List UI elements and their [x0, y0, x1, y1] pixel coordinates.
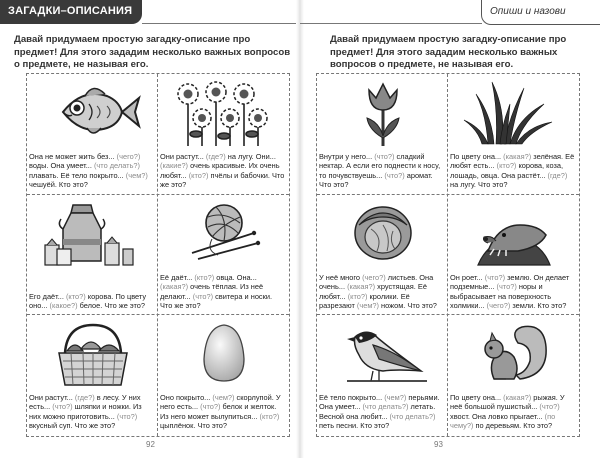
riddle-card — [317, 315, 447, 435]
question-hint: (чего?) — [486, 301, 511, 311]
riddle-fragment: По цвету она... — [450, 151, 504, 161]
question-hint: (кто?) — [259, 411, 280, 421]
question-hint: (что делать?) — [389, 411, 436, 421]
question-hint: (кто?) — [194, 272, 215, 282]
riddle-card — [448, 195, 578, 315]
tulip-icon — [317, 74, 447, 148]
question-hint: (какое?) — [49, 301, 78, 311]
question-hint: (какая?) — [160, 282, 189, 292]
question-hint: (какая?) — [503, 151, 532, 161]
question-hint: (кто?) — [496, 161, 517, 171]
riddle-fragment: шляпки и ножки. Из них можно приготовить... — [29, 402, 142, 421]
riddle-fragment: Её тело покрыто... — [319, 392, 385, 402]
riddle-text — [160, 152, 286, 190]
riddle-fragment: Её даёт... — [160, 272, 195, 282]
question-hint: (где?) — [74, 392, 95, 402]
question-hint: (кто?) — [188, 170, 209, 180]
riddle-fragment: Он роет... — [450, 272, 485, 282]
riddle-fragment: на лугу. Что это? — [450, 180, 508, 190]
riddle-card — [158, 315, 288, 435]
riddle-fragment: кролики. Её разрезают — [319, 291, 410, 311]
riddle-card — [448, 315, 578, 435]
question-hint: (кто?) — [347, 291, 368, 301]
question-hint: (по чему?) — [450, 411, 556, 431]
riddle-text — [450, 273, 576, 311]
question-hint: (что?) — [116, 411, 138, 421]
riddle-fragment: У неё много — [319, 272, 363, 282]
riddle-card — [317, 74, 447, 194]
riddle-fragment: Внутри у него... — [319, 151, 375, 161]
riddle-fragment: сладкий нектар. А если его поднести к носу, то почувствуешь... — [319, 151, 441, 180]
riddle-fragment: зелёная. Её любят есть... — [450, 151, 575, 171]
question-hint: (что?) — [52, 402, 73, 412]
riddle-card — [27, 315, 157, 435]
question-hint: (что делать?) — [93, 161, 140, 171]
question-hint: (что делать?) — [362, 402, 409, 412]
bird-icon — [317, 315, 447, 389]
mushroom-basket-icon — [27, 315, 157, 389]
riddle-fragment: петь песни. Кто это? — [319, 421, 390, 431]
right-page — [300, 0, 600, 458]
riddle-text — [160, 273, 286, 311]
riddle-card — [158, 195, 288, 315]
riddle-fragment: белое. Что же это? — [77, 301, 146, 311]
question-hint: (какие?) — [160, 161, 189, 171]
flowers-icon — [158, 74, 288, 148]
question-hint: (что?) — [496, 282, 517, 292]
riddle-text — [319, 393, 445, 431]
riddle-card — [158, 74, 288, 194]
fish-icon — [27, 74, 157, 148]
question-hint: (чем?) — [384, 392, 407, 402]
riddle-card — [448, 74, 578, 194]
riddle-fragment: в лесу. У них есть... — [29, 392, 141, 412]
left-card-grid — [26, 73, 290, 437]
riddle-fragment: скорлупой. У него есть... — [160, 392, 281, 412]
yarn-ball-icon — [158, 195, 288, 269]
riddle-fragment: воды. Она умеет... — [29, 161, 94, 171]
riddle-fragment: по деревьям. Кто это? — [473, 421, 553, 431]
riddle-fragment: хрустящая. Её любят... — [319, 282, 427, 301]
question-hint: (что?) — [374, 151, 395, 161]
squirrel-icon — [448, 315, 578, 389]
question-hint: (что?) — [484, 272, 506, 282]
right-card-grid — [316, 73, 580, 437]
question-hint: (где?) — [547, 170, 568, 180]
riddle-fragment: корова. По цвету оно... — [29, 291, 147, 311]
question-hint: (что?) — [539, 402, 560, 412]
left-header-tab — [0, 0, 142, 24]
riddle-fragment: на лугу. Они... — [225, 151, 276, 161]
right-header-title: Опиши и назови — [490, 6, 566, 17]
right-header-rule — [300, 23, 482, 24]
right-intro: Давай придумаем простую загадку-описание про предмет! Для этого зададим несколько важных вопросов о предмете, не называя его. — [330, 34, 567, 70]
riddle-fragment: свитера и носки. Что же это? — [160, 291, 273, 311]
riddle-fragment: летать. Весной она любит... — [319, 402, 436, 421]
riddle-fragment: вкусный суп. Что же это? — [29, 421, 116, 431]
page-number: 92 — [146, 440, 155, 449]
question-hint: (где?) — [205, 151, 226, 161]
right-header-tab — [481, 0, 600, 25]
riddle-fragment: очень тёплая. Из неё делают... — [160, 282, 264, 301]
riddle-fragment: рыжая. У неё большой пушистый... — [450, 392, 565, 412]
question-hint: (чем?) — [356, 301, 379, 311]
mole-icon — [448, 195, 578, 269]
riddle-fragment: листьев. Она очень... — [319, 272, 434, 292]
question-hint: (что?) — [200, 402, 221, 412]
riddle-fragment: земли. Кто это? — [510, 301, 567, 311]
riddle-text — [29, 152, 155, 190]
riddle-fragment: цыплёнок. Что это? — [160, 421, 228, 431]
question-hint: (чем?) — [212, 392, 235, 402]
riddle-fragment: ножом. Что это? — [378, 301, 437, 311]
question-hint: (чего?) — [362, 272, 386, 282]
riddle-fragment: Они растут... — [29, 392, 75, 402]
question-hint: (кто?) — [65, 291, 86, 301]
riddle-fragment: хвост. Она ловко прыгает... — [450, 411, 545, 421]
riddle-text — [319, 152, 445, 190]
riddle-text — [29, 292, 155, 311]
question-hint: (что?) — [384, 170, 405, 180]
question-hint: (какая?) — [347, 282, 376, 292]
riddle-text — [450, 393, 576, 431]
riddle-fragment: овца. Она... — [214, 272, 257, 282]
riddle-fragment: корова, коза, лошадь, овца. Она растёт... — [450, 161, 564, 180]
riddle-fragment: аромат. Что это? — [319, 170, 433, 190]
riddle-fragment: очень красивые. Их очень любят... — [160, 161, 280, 180]
milk-can-icon — [27, 195, 157, 269]
riddle-fragment: По цвету она... — [450, 392, 504, 402]
riddle-card — [27, 74, 157, 194]
cabbage-icon — [317, 195, 447, 269]
question-hint: (чего?) — [116, 151, 141, 161]
riddle-fragment: норы и выбрасывает на поверхность холмики... — [450, 282, 552, 311]
riddle-fragment: плавать. Её тело покрыто... — [29, 170, 126, 180]
question-hint: (что?) — [192, 291, 214, 301]
left-header-title: ЗАГАДКИ–ОПИСАНИЯ — [8, 5, 133, 17]
riddle-card — [27, 195, 157, 315]
egg-icon — [158, 315, 288, 389]
page-number: 93 — [434, 440, 443, 449]
riddle-text — [319, 273, 445, 311]
riddle-fragment: землю. Он делает подземные... — [450, 272, 570, 292]
riddle-text — [160, 393, 286, 431]
riddle-card — [317, 195, 447, 315]
riddle-fragment: перьями. Она умеет... — [319, 392, 440, 412]
grass-icon — [448, 74, 578, 148]
left-intro: Давай придумаем простую загадку-описание про предмет! Для этого зададим несколько важных вопросов о предмете, не называя его. — [14, 34, 291, 70]
question-hint: (какая?) — [503, 392, 532, 402]
riddle-fragment: белок и желток. Из него может вылупиться... — [160, 402, 277, 421]
question-hint: (чем?) — [125, 170, 148, 180]
riddle-text — [450, 152, 576, 190]
riddle-fragment: Она не может жить без... — [29, 151, 117, 161]
left-header-rule — [142, 23, 296, 24]
riddle-fragment: Оно покрыто... — [160, 392, 213, 402]
riddle-fragment: Его даёт... — [29, 291, 66, 301]
riddle-text — [29, 393, 155, 431]
riddle-fragment: чешуёй. Кто это? — [29, 180, 88, 190]
riddle-fragment: пчёлы и бабочки. Что же это? — [160, 170, 285, 190]
riddle-fragment: Они растут... — [160, 151, 206, 161]
